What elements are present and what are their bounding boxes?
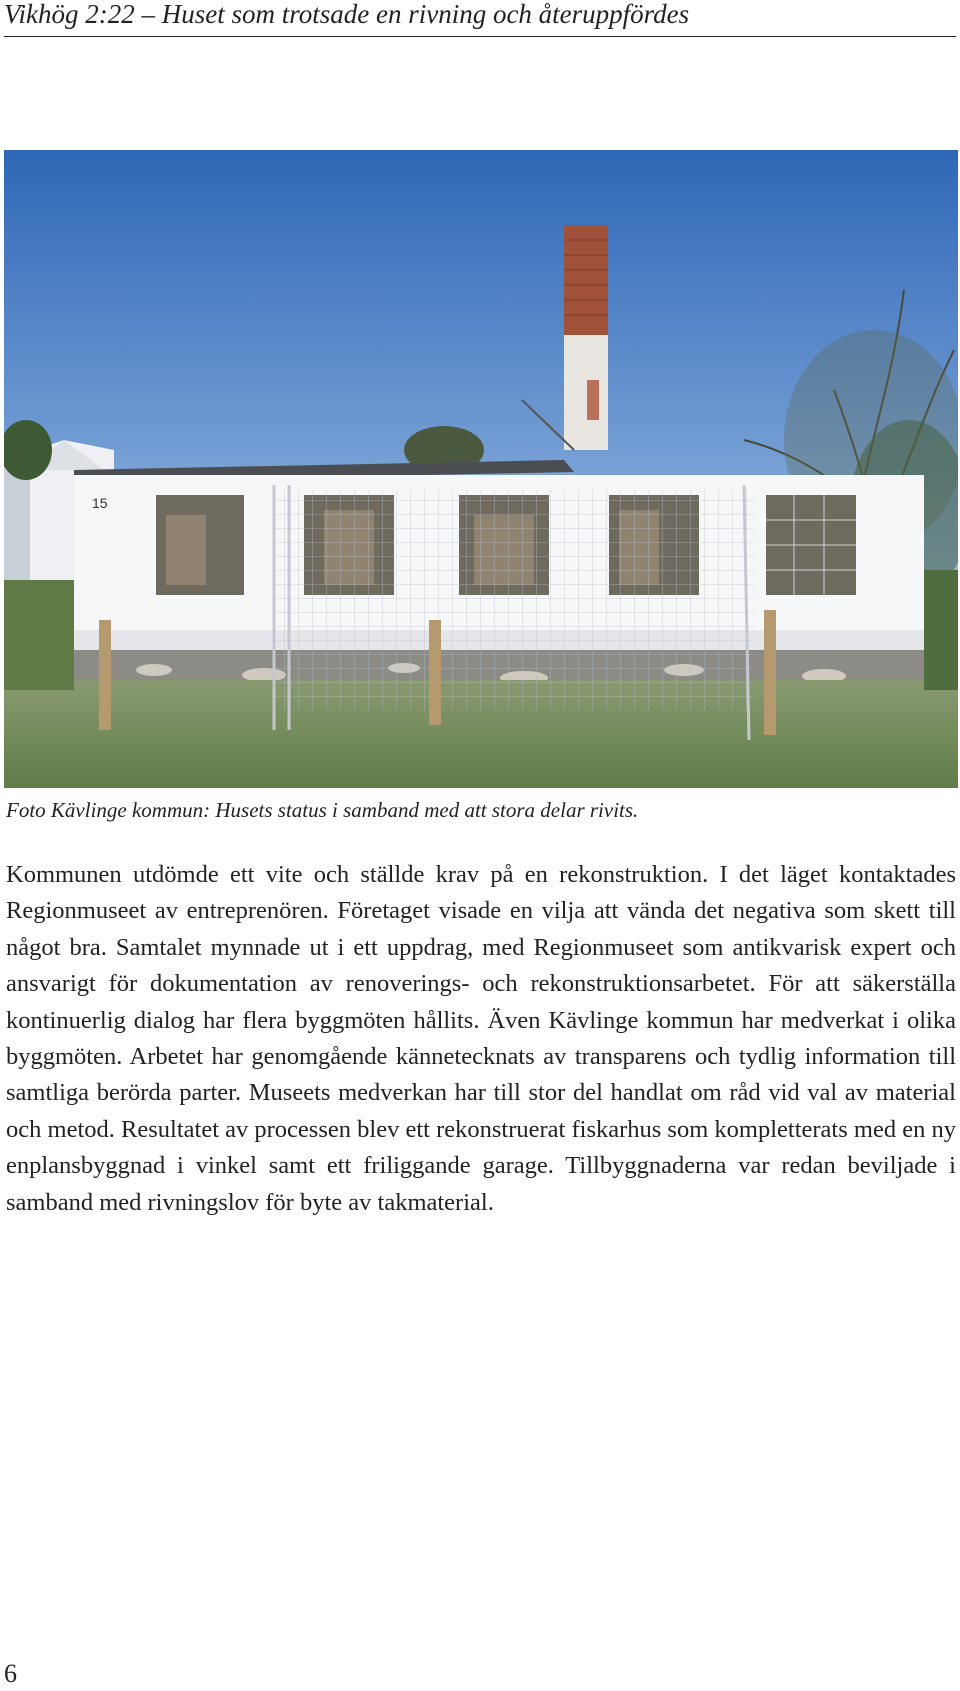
photo-caption: Foto Kävlinge kommun: Husets status i samband med att stora delar rivits.	[6, 798, 639, 822]
running-header: Vikhög 2:22 – Huset som trotsade en rivning och återuppfördes	[4, 0, 956, 37]
body-paragraph: Kommunen utdömde ett vite och ställde krav på en rekonstruktion. I det läget kontaktades Regionmuseet av entreprenören. Företaget visade en vilja att vända det negativa som skett till något bra. Samtalet mynnade ut i ett uppdrag, med Regionmuseet som antikvarisk expert och ansvarigt för dokumentation av renoverings- och rekonstruktionsarbetet. För att säkerställa kontinuerlig dialog har flera byggmöten hållits. Även Kävlinge kommun har medverkat i olika byggmöten. Arbetet har genomgående kännetecknats av transparens och tydlig information till samtliga berörda parter. Museets medverkan har till stor del handlat om råd vid val av material och metod. Resultatet av processen blev ett rekonstruerat fiskarhus som kompletterats med en ny enplansbyggnad i vinkel samt ett friliggande garage. Tillbyggnaderna var redan beviljade i samband med rivningslov för byte av takmaterial.	[6, 861, 956, 1216]
house-number: 15	[92, 495, 108, 511]
page-number: 6	[4, 1659, 17, 1688]
house-photo	[4, 150, 958, 788]
